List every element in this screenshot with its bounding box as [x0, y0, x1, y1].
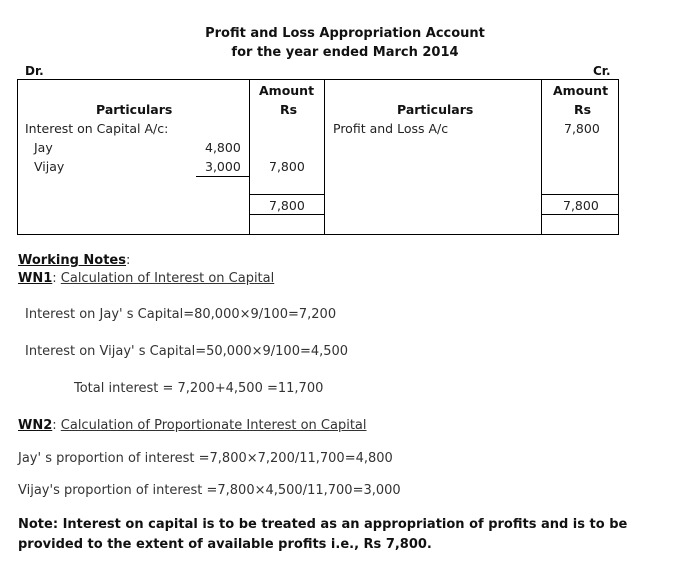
working-notes-heading: [18, 253, 130, 268]
interest-on-capital-entry: Interest on Capital A/c:: [25, 121, 169, 136]
profit-and-loss-amount: 7,800: [564, 121, 600, 136]
right-particulars-header: Particulars: [397, 102, 474, 117]
partner-name-vijay: Vijay: [34, 159, 65, 174]
wn2-title: Calculation of Proportionate Interest on Capital: [60, 418, 367, 433]
wn2-label: WN2: [18, 418, 53, 433]
wn1-total-interest: Total interest = 7,200+4,500 =11,700: [74, 381, 324, 396]
wn2-heading: WN2: Calculation of Proportionate Interest on Capital: [18, 418, 367, 433]
column-divider: [324, 80, 325, 234]
profit-and-loss-entry: Profit and Loss A/c: [333, 121, 449, 136]
working-notes-colon: :: [126, 253, 131, 268]
final-note-line1: Note: Interest on capital is to be treated as an appropriation of profits and is to be: [18, 517, 628, 532]
debit-label: Dr.: [25, 64, 44, 78]
partner-amount-vijay: 3,000: [205, 159, 241, 174]
wn1-vijay-calculation: Interest on Vijay' s Capital=50,000×9/100=4,500: [25, 344, 349, 359]
right-amount-header: Amount: [553, 83, 609, 98]
wn1-title: Calculation of Interest on Capital: [60, 271, 275, 286]
column-divider: [249, 80, 250, 234]
total-rule-top-left: [249, 194, 325, 195]
left-amount-unit: Rs: [280, 102, 298, 117]
left-particulars-header: Particulars: [96, 102, 173, 117]
wn1-heading: WN1: Calculation of Interest on Capital: [18, 271, 275, 286]
total-rule-bottom-right: [541, 214, 619, 215]
final-note-line2: provided to the extent of available profits i.e., Rs 7,800.: [18, 537, 432, 552]
total-rule-top-right: [541, 194, 619, 195]
wn2-jay-proportion: Jay' s proportion of interest =7,800×7,200/11,700=4,800: [18, 451, 393, 466]
partner-name-jay: Jay: [34, 140, 53, 155]
left-amount-header: Amount: [259, 83, 315, 98]
column-divider: [541, 80, 542, 234]
total-rule-bottom-left: [249, 214, 325, 215]
right-amount-unit: Rs: [574, 102, 592, 117]
left-total: 7,800: [269, 198, 305, 213]
right-total: 7,800: [563, 198, 599, 213]
wn2-vijay-proportion: Vijay's proportion of interest =7,800×4,500/11,700=3,000: [18, 483, 401, 498]
partner-amount-jay: 4,800: [205, 140, 241, 155]
working-notes-title: Working Notes: [18, 253, 126, 268]
wn1-jay-calculation: Interest on Jay' s Capital=80,000×9/100=7,200: [25, 307, 337, 322]
appropriation-ledger: [17, 79, 619, 235]
wn1-label: WN1: [18, 271, 53, 286]
account-period: for the year ended March 2014: [231, 45, 459, 60]
subtotal-rule: [196, 176, 249, 177]
credit-label: Cr.: [593, 64, 611, 78]
account-title: Profit and Loss Appropriation Account: [205, 26, 485, 41]
interest-on-capital-amount: 7,800: [269, 159, 305, 174]
